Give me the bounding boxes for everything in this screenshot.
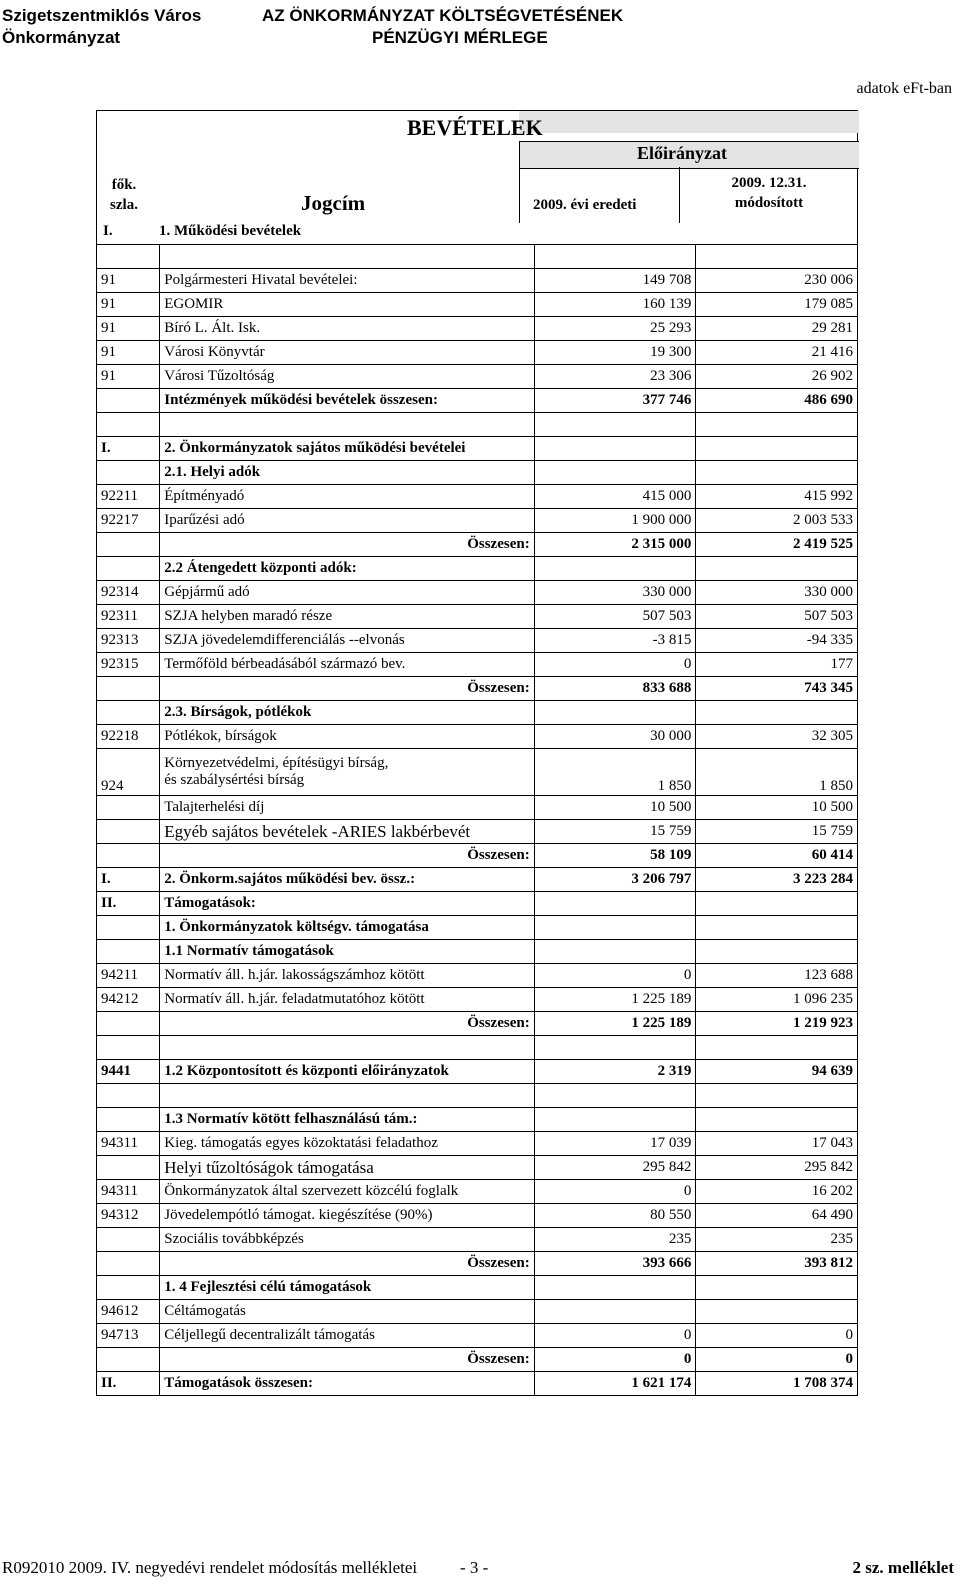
original-amount: 393 666 bbox=[534, 1252, 696, 1276]
table-row bbox=[97, 629, 858, 653]
account-code: 92211 bbox=[97, 485, 160, 509]
original-amount: -3 815 bbox=[534, 629, 696, 653]
row-label: Városi Könyvtár bbox=[160, 341, 534, 365]
account-code bbox=[97, 1108, 160, 1132]
table-row bbox=[97, 1252, 858, 1276]
table-row bbox=[97, 1348, 858, 1372]
row-label: Normatív áll. h.jár. lakosságszámhoz kötött bbox=[160, 964, 534, 988]
org-name-line1: Szigetszentmiklós Város bbox=[2, 6, 202, 25]
modified-amount: 235 bbox=[696, 1228, 858, 1252]
account-code: 94311 bbox=[97, 1180, 160, 1204]
modified-amount: 330 000 bbox=[696, 581, 858, 605]
table-row bbox=[97, 677, 858, 701]
table-row bbox=[97, 437, 858, 461]
table-row bbox=[97, 317, 858, 341]
original-amount: 10 500 bbox=[534, 796, 696, 820]
table-row bbox=[97, 1300, 858, 1324]
original-amount: 149 708 bbox=[534, 269, 696, 293]
row-label bbox=[160, 749, 534, 796]
original-amount: 295 842 bbox=[534, 1156, 696, 1180]
row-label bbox=[160, 1084, 534, 1108]
row-label: Támogatások összesen: bbox=[160, 1372, 534, 1396]
original-amount: 235 bbox=[534, 1228, 696, 1252]
original-amount bbox=[534, 1300, 696, 1324]
row-label: Normatív áll. h.jár. feladatmutatóhoz kötött bbox=[160, 988, 534, 1012]
modified-amount bbox=[696, 1084, 858, 1108]
original-amount: 2 319 bbox=[534, 1060, 696, 1084]
row-label: 1. Önkormányzatok költségv. támogatása bbox=[160, 916, 534, 940]
modified-amount: 486 690 bbox=[696, 389, 858, 413]
row-label: 2. Önkormányzatok sajátos működési bevételei bbox=[160, 437, 534, 461]
account-code: 94212 bbox=[97, 988, 160, 1012]
account-code bbox=[97, 1252, 160, 1276]
account-code: II. bbox=[97, 1372, 160, 1396]
col-code-header-1: fők. bbox=[111, 177, 137, 193]
table-row bbox=[97, 844, 858, 868]
original-amount: 1 225 189 bbox=[534, 988, 696, 1012]
row-label: Helyi tűzoltóságok támogatása bbox=[160, 1156, 534, 1180]
modified-amount bbox=[696, 1300, 858, 1324]
footer-right: 2 sz. melléklet bbox=[852, 1558, 954, 1577]
original-amount: 1 225 189 bbox=[534, 1012, 696, 1036]
row-label: Önkormányzatok által szervezett közcélú foglalk bbox=[160, 1180, 534, 1204]
org-name-line2: Önkormányzat bbox=[2, 28, 121, 47]
modified-amount: 64 490 bbox=[696, 1204, 858, 1228]
table-row bbox=[97, 533, 858, 557]
row-label bbox=[160, 245, 534, 269]
account-code: 94211 bbox=[97, 964, 160, 988]
table-row bbox=[97, 1228, 858, 1252]
original-amount: 23 306 bbox=[534, 365, 696, 389]
modified-amount bbox=[696, 437, 858, 461]
modified-amount: 32 305 bbox=[696, 725, 858, 749]
account-code: 924 bbox=[97, 749, 160, 796]
modified-amount bbox=[696, 461, 858, 485]
account-code: 92314 bbox=[97, 581, 160, 605]
modified-amount bbox=[696, 557, 858, 581]
modified-amount: 507 503 bbox=[696, 605, 858, 629]
table-row bbox=[97, 1060, 858, 1084]
original-amount: 80 550 bbox=[534, 1204, 696, 1228]
table-row bbox=[97, 389, 858, 413]
row-label: Városi Tűzoltóság bbox=[160, 365, 534, 389]
row-label: Termőföld bérbeadásából származó bev. bbox=[160, 653, 534, 677]
row-label-line2: és szabálysértési bírság bbox=[164, 772, 305, 788]
account-code: I. bbox=[97, 868, 160, 892]
table-row bbox=[97, 916, 858, 940]
row-label: Összesen: bbox=[160, 1252, 534, 1276]
table-row bbox=[97, 269, 858, 293]
budget-table bbox=[96, 244, 858, 1396]
table-row bbox=[97, 796, 858, 820]
row-label: 2. Önkorm.sajátos működési bev. össz.: bbox=[160, 868, 534, 892]
row-label: SZJA helyben maradó része bbox=[160, 605, 534, 629]
modified-amount: 1 708 374 bbox=[696, 1372, 858, 1396]
original-amount: 3 206 797 bbox=[534, 868, 696, 892]
row-label: Összesen: bbox=[160, 677, 534, 701]
account-code: 91 bbox=[97, 365, 160, 389]
group-header: Előirányzat bbox=[637, 143, 727, 163]
modified-amount: 0 bbox=[696, 1348, 858, 1372]
table-row bbox=[97, 1324, 858, 1348]
row-label: SZJA jövedelemdifferenciálás --elvonás bbox=[160, 629, 534, 653]
table-row bbox=[97, 1132, 858, 1156]
row-label: 2.3. Bírságok, pótlékok bbox=[160, 701, 534, 725]
account-code bbox=[97, 940, 160, 964]
row-label: 2.1. Helyi adók bbox=[160, 461, 534, 485]
original-amount: 17 039 bbox=[534, 1132, 696, 1156]
table-row bbox=[97, 988, 858, 1012]
modified-amount: 2 419 525 bbox=[696, 533, 858, 557]
row-label: Intézmények működési bevételek összesen: bbox=[160, 389, 534, 413]
account-code bbox=[97, 533, 160, 557]
table-header bbox=[96, 110, 858, 260]
modified-amount: 743 345 bbox=[696, 677, 858, 701]
table-row bbox=[97, 868, 858, 892]
row-label: Talajterhelési díj bbox=[160, 796, 534, 820]
modified-amount bbox=[696, 1276, 858, 1300]
modified-amount: 94 639 bbox=[696, 1060, 858, 1084]
modified-amount bbox=[696, 245, 858, 269]
original-amount: 19 300 bbox=[534, 341, 696, 365]
original-amount bbox=[534, 461, 696, 485]
section-title: BEVÉTELEK bbox=[407, 115, 543, 140]
account-code bbox=[97, 916, 160, 940]
account-code bbox=[97, 245, 160, 269]
col-original-header: 2009. évi eredeti bbox=[533, 197, 637, 213]
row-label: 1.3 Normatív kötött felhasználású tám.: bbox=[160, 1108, 534, 1132]
table-row bbox=[97, 1276, 858, 1300]
account-code bbox=[97, 820, 160, 844]
modified-amount: 0 bbox=[696, 1324, 858, 1348]
table-row bbox=[97, 341, 858, 365]
original-amount: 15 759 bbox=[534, 820, 696, 844]
table-row bbox=[97, 581, 858, 605]
account-code bbox=[97, 1036, 160, 1060]
row-label: EGOMIR bbox=[160, 293, 534, 317]
account-code: 94312 bbox=[97, 1204, 160, 1228]
original-amount: 1 621 174 bbox=[534, 1372, 696, 1396]
table-row bbox=[97, 413, 858, 437]
account-code bbox=[97, 1348, 160, 1372]
account-code bbox=[97, 844, 160, 868]
account-code: 9441 bbox=[97, 1060, 160, 1084]
table-row bbox=[97, 964, 858, 988]
modified-amount: 1 219 923 bbox=[696, 1012, 858, 1036]
units-note: adatok eFt-ban bbox=[856, 80, 952, 97]
footer-left: R092010 2009. IV. negyedévi rendelet módosítás mellékletei bbox=[2, 1558, 418, 1577]
account-code bbox=[97, 1276, 160, 1300]
table-row bbox=[97, 653, 858, 677]
table-row bbox=[97, 1156, 858, 1180]
modified-amount: 60 414 bbox=[696, 844, 858, 868]
original-amount: 330 000 bbox=[534, 581, 696, 605]
document-title-line1: AZ ÖNKORMÁNYZAT KÖLTSÉGVETÉSÉNEK bbox=[262, 6, 624, 25]
original-amount bbox=[534, 940, 696, 964]
table-row bbox=[97, 365, 858, 389]
table-row bbox=[97, 461, 858, 485]
modified-amount: 295 842 bbox=[696, 1156, 858, 1180]
modified-amount: 393 812 bbox=[696, 1252, 858, 1276]
row-label: Összesen: bbox=[160, 1012, 534, 1036]
section-row-code: I. bbox=[103, 223, 113, 239]
modified-amount: 21 416 bbox=[696, 341, 858, 365]
account-code bbox=[97, 701, 160, 725]
modified-amount: 179 085 bbox=[696, 293, 858, 317]
modified-amount: 17 043 bbox=[696, 1132, 858, 1156]
col-code-header-2: szla. bbox=[110, 197, 138, 213]
col-title-header: Jogcím bbox=[301, 191, 366, 215]
row-label: Egyéb sajátos bevételek -ARIES lakbérbevét bbox=[160, 820, 534, 844]
account-code: 94311 bbox=[97, 1132, 160, 1156]
table-row bbox=[97, 892, 858, 916]
modified-amount bbox=[696, 413, 858, 437]
account-code: II. bbox=[97, 892, 160, 916]
account-code: 91 bbox=[97, 341, 160, 365]
account-code: 92218 bbox=[97, 725, 160, 749]
modified-amount: 29 281 bbox=[696, 317, 858, 341]
account-code bbox=[97, 1228, 160, 1252]
modified-amount bbox=[696, 940, 858, 964]
modified-amount: 2 003 533 bbox=[696, 509, 858, 533]
row-label-line1: Környezetvédelmi, építésügyi bírság, bbox=[164, 755, 389, 771]
modified-amount bbox=[696, 1036, 858, 1060]
divider bbox=[519, 141, 520, 223]
modified-amount: 10 500 bbox=[696, 796, 858, 820]
account-code: 94713 bbox=[97, 1324, 160, 1348]
original-amount bbox=[534, 1036, 696, 1060]
original-amount bbox=[534, 245, 696, 269]
table-row bbox=[97, 1108, 858, 1132]
modified-amount: 26 902 bbox=[696, 365, 858, 389]
table-row bbox=[97, 605, 858, 629]
account-code bbox=[97, 413, 160, 437]
row-label: Jövedelempótló támogat. kiegészítése (90%) bbox=[160, 1204, 534, 1228]
modified-amount: 1 096 235 bbox=[696, 988, 858, 1012]
account-code bbox=[97, 796, 160, 820]
table-row bbox=[97, 725, 858, 749]
table-row bbox=[97, 1036, 858, 1060]
row-label: Összesen: bbox=[160, 1348, 534, 1372]
account-code: 92315 bbox=[97, 653, 160, 677]
table-row bbox=[97, 509, 858, 533]
modified-amount: 3 223 284 bbox=[696, 868, 858, 892]
original-amount: 58 109 bbox=[534, 844, 696, 868]
table-row bbox=[97, 1372, 858, 1396]
account-code bbox=[97, 1156, 160, 1180]
original-amount bbox=[534, 701, 696, 725]
table-row bbox=[97, 557, 858, 581]
original-amount bbox=[534, 413, 696, 437]
account-code: 92217 bbox=[97, 509, 160, 533]
original-amount bbox=[534, 1084, 696, 1108]
row-label: Összesen: bbox=[160, 844, 534, 868]
account-code bbox=[97, 1084, 160, 1108]
row-label: Támogatások: bbox=[160, 892, 534, 916]
account-code bbox=[97, 461, 160, 485]
row-label: Céljellegű decentralizált támogatás bbox=[160, 1324, 534, 1348]
modified-amount bbox=[696, 701, 858, 725]
modified-amount: 16 202 bbox=[696, 1180, 858, 1204]
row-label: Építményadó bbox=[160, 485, 534, 509]
original-amount: 25 293 bbox=[534, 317, 696, 341]
original-amount: 160 139 bbox=[534, 293, 696, 317]
modified-amount: 123 688 bbox=[696, 964, 858, 988]
row-label: 1.2 Központosított és központi előirányzatok bbox=[160, 1060, 534, 1084]
modified-amount: 230 006 bbox=[696, 269, 858, 293]
modified-amount bbox=[696, 916, 858, 940]
row-label: Bíró L. Ált. Isk. bbox=[160, 317, 534, 341]
original-amount: 833 688 bbox=[534, 677, 696, 701]
original-amount bbox=[534, 557, 696, 581]
original-amount: 0 bbox=[534, 1180, 696, 1204]
account-code bbox=[97, 557, 160, 581]
original-amount: 0 bbox=[534, 1324, 696, 1348]
col-modified-header-1: 2009. 12.31. bbox=[731, 175, 807, 191]
account-code bbox=[97, 1012, 160, 1036]
account-code: 91 bbox=[97, 269, 160, 293]
row-label: 1. 4 Fejlesztési célú támogatások bbox=[160, 1276, 534, 1300]
row-label: Gépjármű adó bbox=[160, 581, 534, 605]
account-code: I. bbox=[97, 437, 160, 461]
row-label bbox=[160, 1036, 534, 1060]
table-row bbox=[97, 293, 858, 317]
table-row bbox=[97, 1204, 858, 1228]
row-label: Kieg. támogatás egyes közoktatási feladathoz bbox=[160, 1132, 534, 1156]
row-label: 2.2 Átengedett központi adók: bbox=[160, 557, 534, 581]
table-row bbox=[97, 1084, 858, 1108]
original-amount: 0 bbox=[534, 964, 696, 988]
table-row bbox=[97, 701, 858, 725]
original-amount: 1 850 bbox=[534, 749, 696, 796]
table-row bbox=[97, 245, 858, 269]
table-row bbox=[97, 1180, 858, 1204]
original-amount bbox=[534, 1108, 696, 1132]
account-code: 91 bbox=[97, 317, 160, 341]
account-code: 92311 bbox=[97, 605, 160, 629]
section-shade bbox=[519, 111, 859, 133]
original-amount: 30 000 bbox=[534, 725, 696, 749]
table-row bbox=[97, 1012, 858, 1036]
table-row bbox=[97, 940, 858, 964]
original-amount: 2 315 000 bbox=[534, 533, 696, 557]
original-amount: 0 bbox=[534, 1348, 696, 1372]
row-label: Összesen: bbox=[160, 533, 534, 557]
modified-amount: -94 335 bbox=[696, 629, 858, 653]
account-code: 92313 bbox=[97, 629, 160, 653]
original-amount bbox=[534, 437, 696, 461]
row-label: Pótlékok, bírságok bbox=[160, 725, 534, 749]
original-amount bbox=[534, 916, 696, 940]
section-row-title: 1. Működési bevételek bbox=[159, 223, 302, 239]
account-code: 94612 bbox=[97, 1300, 160, 1324]
account-code: 91 bbox=[97, 293, 160, 317]
original-amount: 377 746 bbox=[534, 389, 696, 413]
modified-amount: 177 bbox=[696, 653, 858, 677]
original-amount: 507 503 bbox=[534, 605, 696, 629]
row-label: 1.1 Normatív támogatások bbox=[160, 940, 534, 964]
original-amount: 1 900 000 bbox=[534, 509, 696, 533]
modified-amount bbox=[696, 1108, 858, 1132]
original-amount: 0 bbox=[534, 653, 696, 677]
account-code bbox=[97, 677, 160, 701]
modified-amount: 1 850 bbox=[696, 749, 858, 796]
original-amount: 415 000 bbox=[534, 485, 696, 509]
modified-amount: 15 759 bbox=[696, 820, 858, 844]
row-label: Iparűzési adó bbox=[160, 509, 534, 533]
row-label bbox=[160, 413, 534, 437]
table-row bbox=[97, 820, 858, 844]
modified-amount: 415 992 bbox=[696, 485, 858, 509]
modified-amount bbox=[696, 892, 858, 916]
footer-page-number: - 3 - bbox=[460, 1558, 489, 1577]
row-label: Céltámogatás bbox=[160, 1300, 534, 1324]
original-amount bbox=[534, 1276, 696, 1300]
table-row bbox=[97, 485, 858, 509]
row-label: Szociális továbbképzés bbox=[160, 1228, 534, 1252]
table-row bbox=[97, 749, 858, 796]
document-title-line2: PÉNZÜGYI MÉRLEGE bbox=[372, 28, 548, 47]
account-code bbox=[97, 389, 160, 413]
row-label: Polgármesteri Hivatal bevételei: bbox=[160, 269, 534, 293]
original-amount bbox=[534, 892, 696, 916]
col-modified-header-2: módosított bbox=[734, 195, 804, 211]
